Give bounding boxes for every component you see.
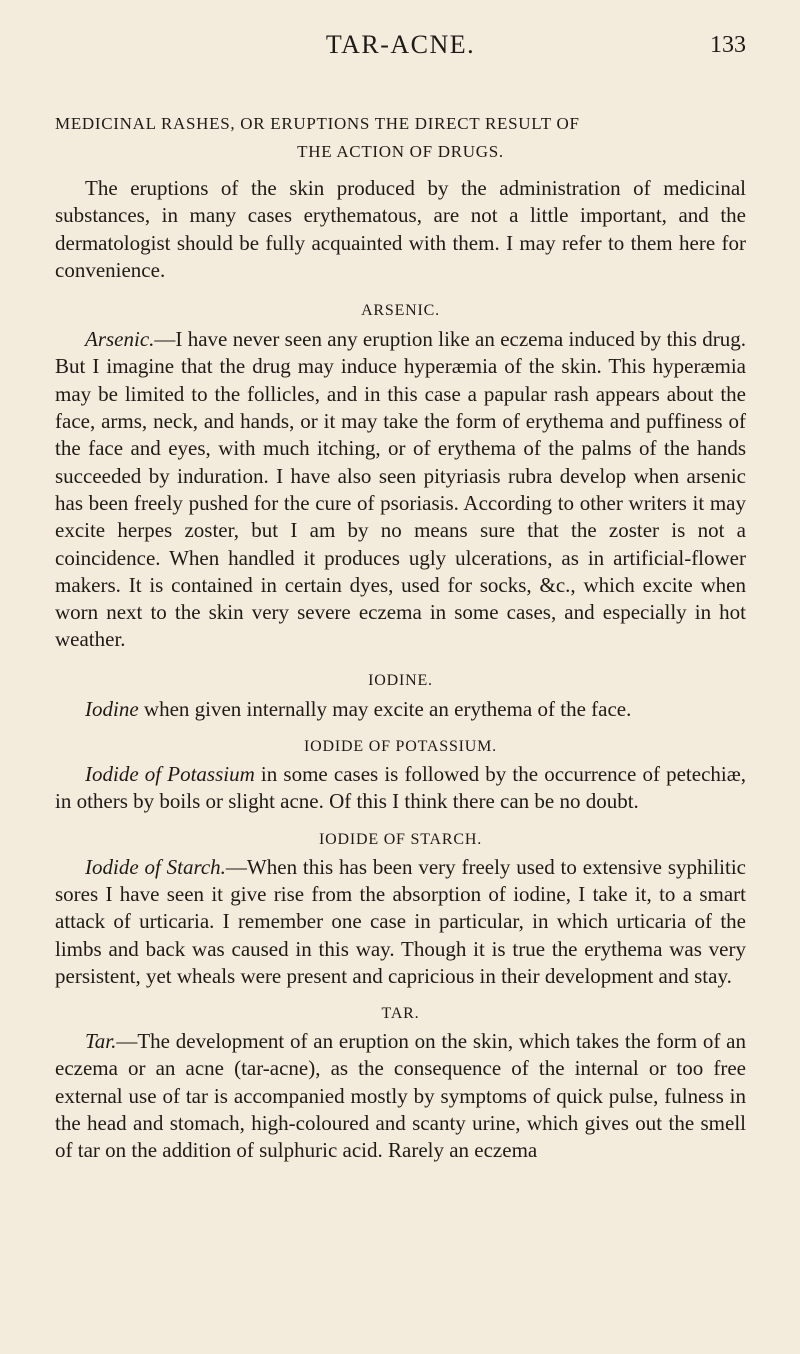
section-heading-tar: TAR. <box>381 1005 420 1023</box>
running-title: TAR-ACNE. <box>325 30 476 59</box>
section-heading-iodide-of-potassium: IODIDE OF POTASSIUM. <box>304 738 497 756</box>
running-head <box>55 0 746 64</box>
tar-paragraph <box>55 1028 746 1164</box>
section-heading-arsenic: ARSENIC. <box>361 302 440 320</box>
iodide-of-starch-body: —When this has been very freely used to extensive syphilitic sores I have seen it give rise from the absorption of iodine, I take it, to a smart attack of urticaria. I remember one case in particular, in which urticaria of the limbs and back was caused in this way. Though it is true the erythema was very persistent, yet wheals were present and capricious in their development and stay. <box>55 854 746 988</box>
chapter-heading-line-1: MEDICINAL RASHES, OR ERUPTIONS THE DIRECT RESULT OF <box>55 114 580 133</box>
arsenic-paragraph <box>55 326 746 654</box>
iodide-of-starch-lead: Iodide of Starch. <box>85 854 226 879</box>
iodine-lead: Iodine <box>85 696 139 721</box>
intro-paragraph: The eruptions of the skin produced by the administration of medicinal substances, in many cases erythematous, are not a little important, and the dermatologist should be fully acquainted with them. I may refer to them here for convenience. <box>55 176 746 282</box>
arsenic-lead: Arsenic. <box>85 327 155 352</box>
iodine-paragraph <box>55 696 746 723</box>
iodide-of-starch-paragraph <box>55 854 746 990</box>
tar-lead: Tar. <box>85 1029 117 1054</box>
chapter-heading <box>55 110 746 166</box>
iodide-of-potassium-lead: Iodide of Potassium <box>85 762 255 787</box>
arsenic-body: —I have never seen any eruption like an eczema induced by this drug. But I imagine that the drug may induce hyperæmia of the skin. This hyperæmia may be limited to the follicles, and in this case a papular rash appears about the face, arms, neck, and hands, or it may take the form of erythema and puffiness of the face and eyes, with much itching, or of erythema of the palms of the hands succeeded by induration. I have also seen pityriasis rubra develop when arsenic has been freely pushed for the cure of psoriasis. According to other writers it may excite herpes zoster, but I am by no means sure that the zoster is not a coincidence. When handled it produces ugly ulcerations, as in artificial-flower makers. It is contained in certain dyes, used for socks, &c., which excite when worn next to the skin very severe eczema in some cases, and especially in hot weather. <box>55 327 746 652</box>
page-number: 133 <box>710 32 746 58</box>
iodide-of-potassium-paragraph <box>55 761 746 816</box>
section-heading-iodide-of-starch: IODIDE OF STARCH. <box>319 830 482 848</box>
iodine-body: when given internally may excite an erythema of the face. <box>138 696 632 721</box>
section-heading-iodine: IODINE. <box>368 671 433 689</box>
iodide-of-potassium-body: in some cases is followed by the occurrence of petechiæ, in others by boils or slight acne. Of this I think there can be no doubt. <box>55 762 746 814</box>
tar-body: —The development of an eruption on the skin, which takes the form of an eczema or an acne (tar-acne), as the consequence of the internal or too free external use of tar is accompanied mostly by symptoms of quick pulse, fulness in the head and stomach, high-coloured and scanty urine, which gives out the smell of tar on the addition of sulphuric acid. Rarely an eczema <box>55 1029 746 1163</box>
chapter-heading-line-2: THE ACTION OF DRUGS. <box>297 142 504 161</box>
